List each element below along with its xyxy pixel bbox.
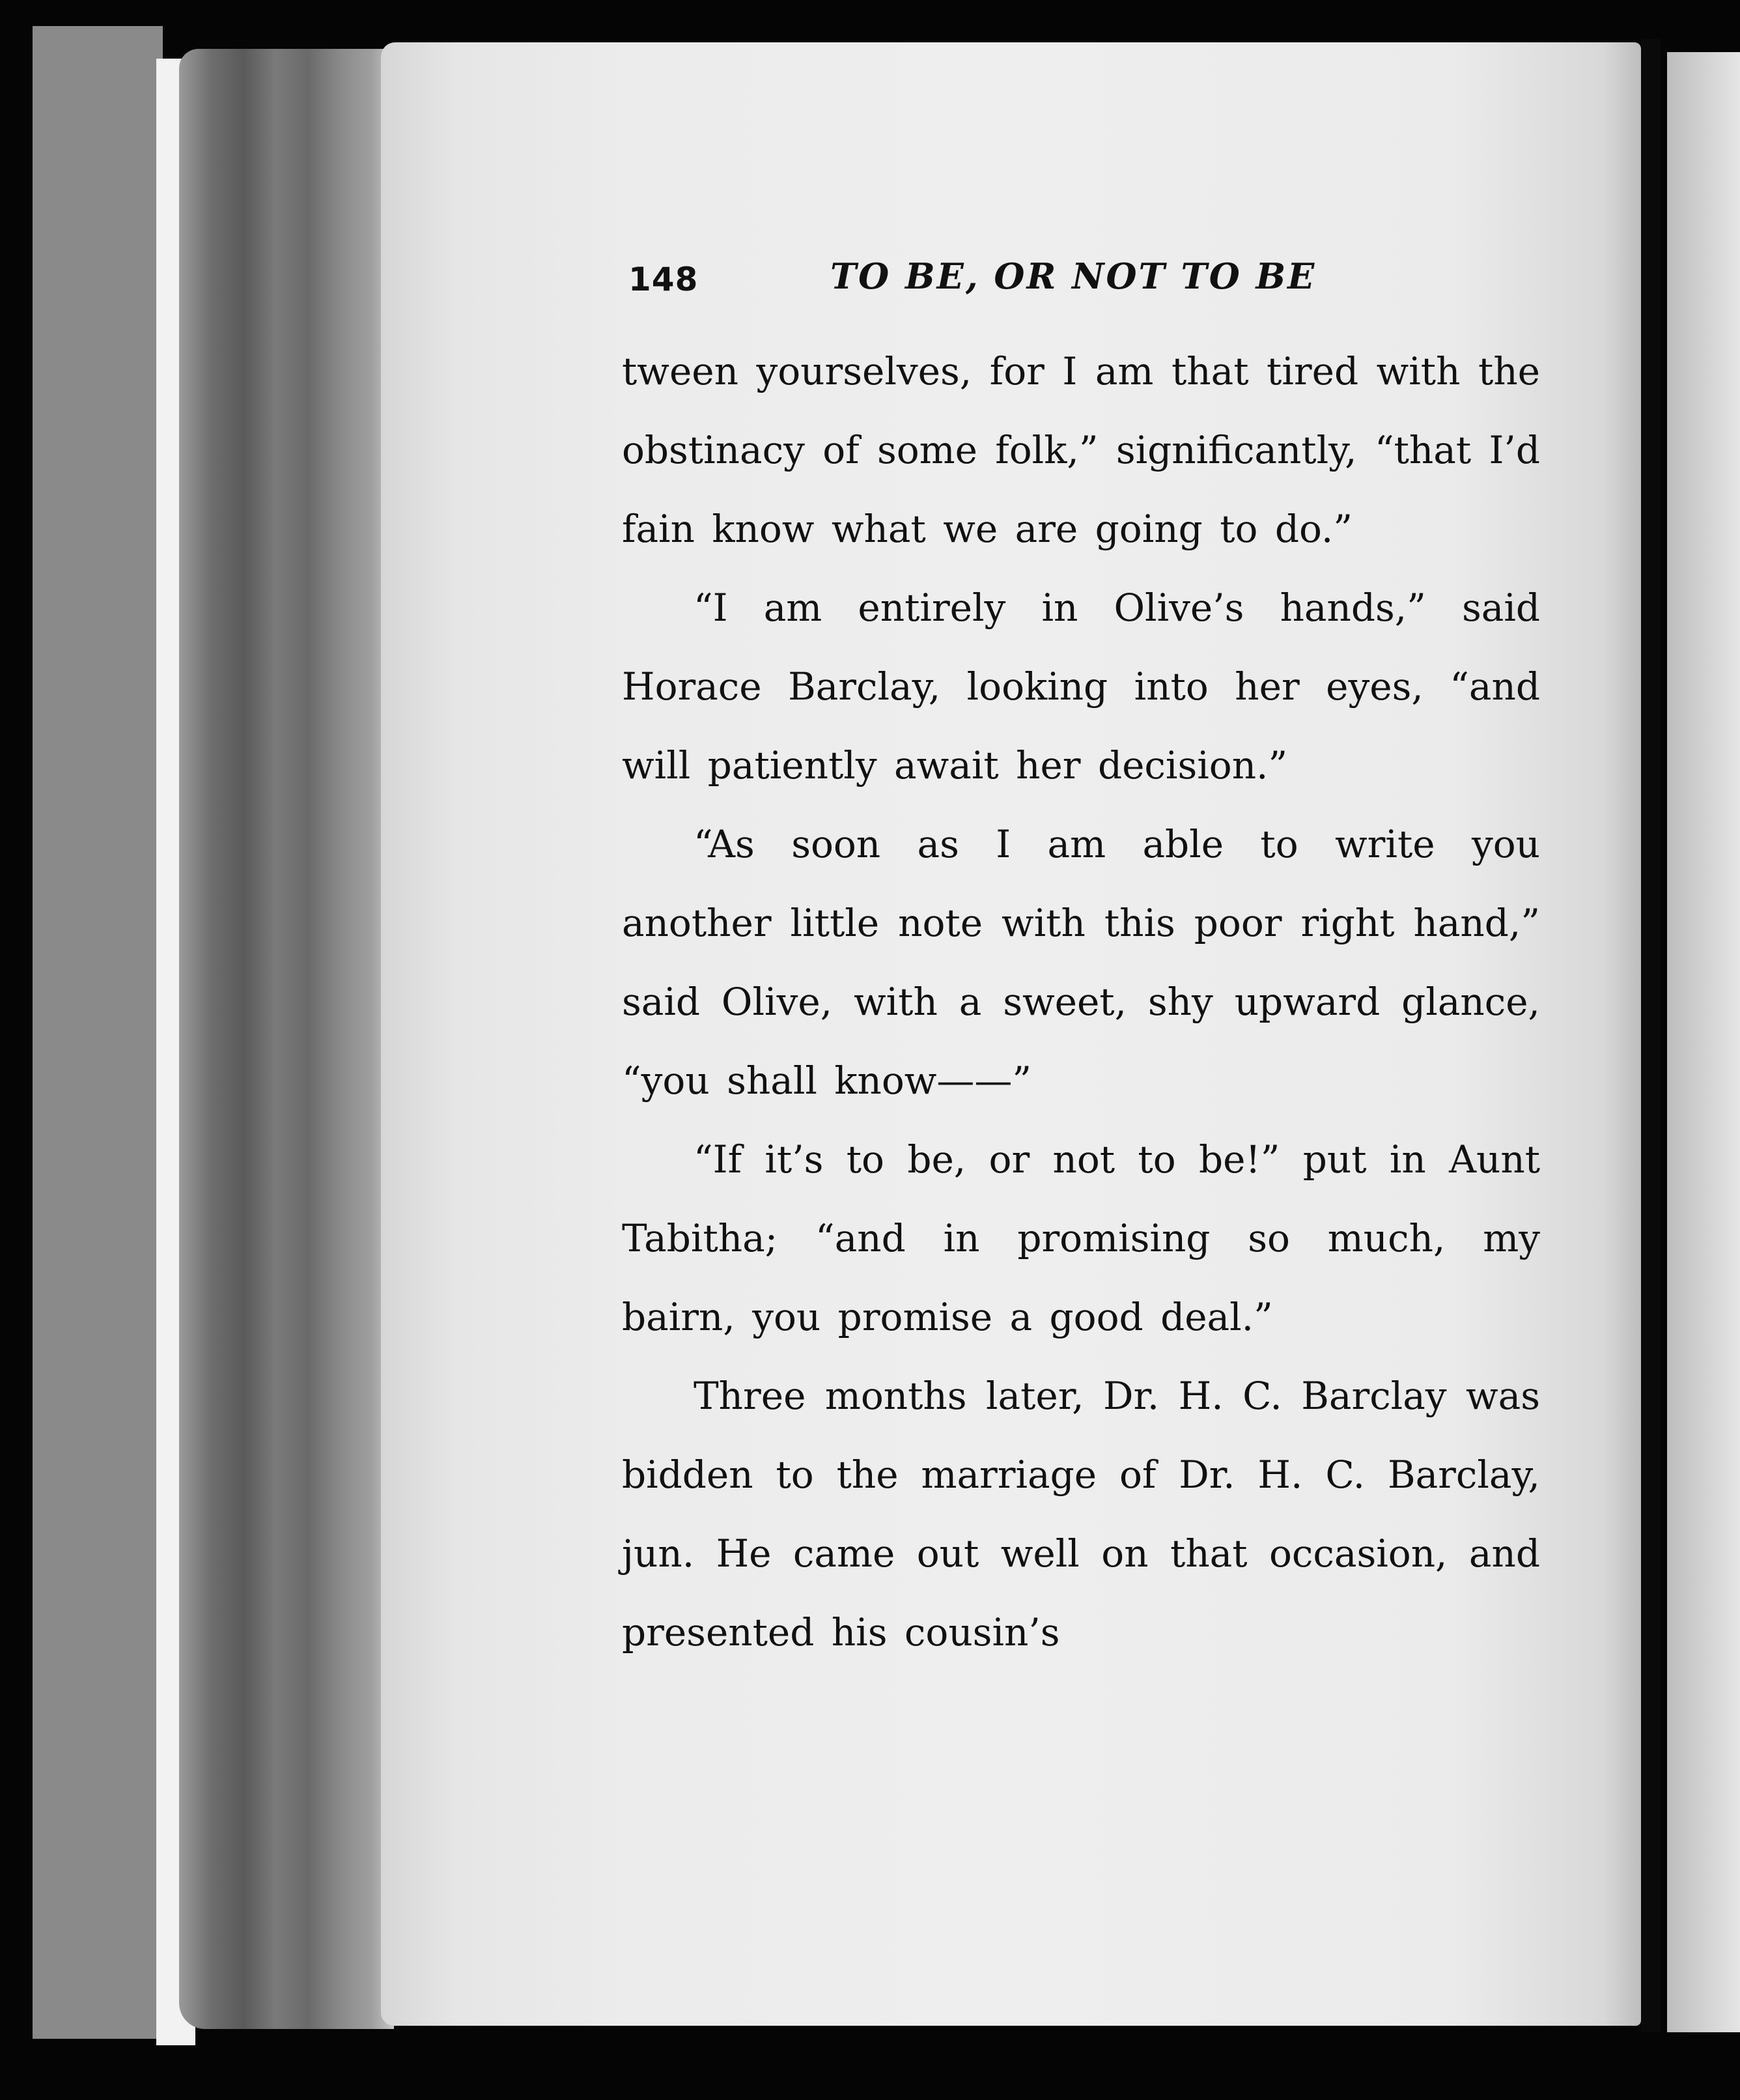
paragraph-three-months: Three months later, Dr. H. C. Barclay was bidden to the marriage of Dr. H. C. Barclay, jun. He came out well on that occasion, and presented his cousin’s	[622, 1374, 1540, 1654]
paragraph-aunt-tabitha: “If it’s to be, or not to be!” put in Aunt Tabitha; “and in promising so much, my bairn, you promise a good deal.”	[622, 1137, 1540, 1339]
book-gutter	[1641, 39, 1661, 2032]
facing-page-edge	[1667, 52, 1740, 2032]
running-title: TO BE, OR NOT TO BE	[830, 255, 1317, 297]
scanner-bed	[33, 26, 163, 2039]
running-head	[622, 248, 1540, 306]
page-text-block	[622, 248, 1540, 1672]
page-number: 148	[628, 261, 699, 298]
paragraph-olive: “As soon as I am able to write you another little note with this poor right hand,” said Olive, with a sweet, shy upward glance, “you shall know——”	[622, 822, 1540, 1103]
stacked-page-edges	[179, 49, 394, 2029]
paragraph-continuation: tween yourselves, for I am that tired with the obstinacy of some folk,” significantly, “that I’d fain know what we are going to do.”	[622, 349, 1540, 551]
body-text	[622, 332, 1540, 1672]
paragraph-horace: “I am entirely in Olive’s hands,” said Horace Barclay, looking into her eyes, “and will patiently await her decision.”	[622, 586, 1540, 788]
